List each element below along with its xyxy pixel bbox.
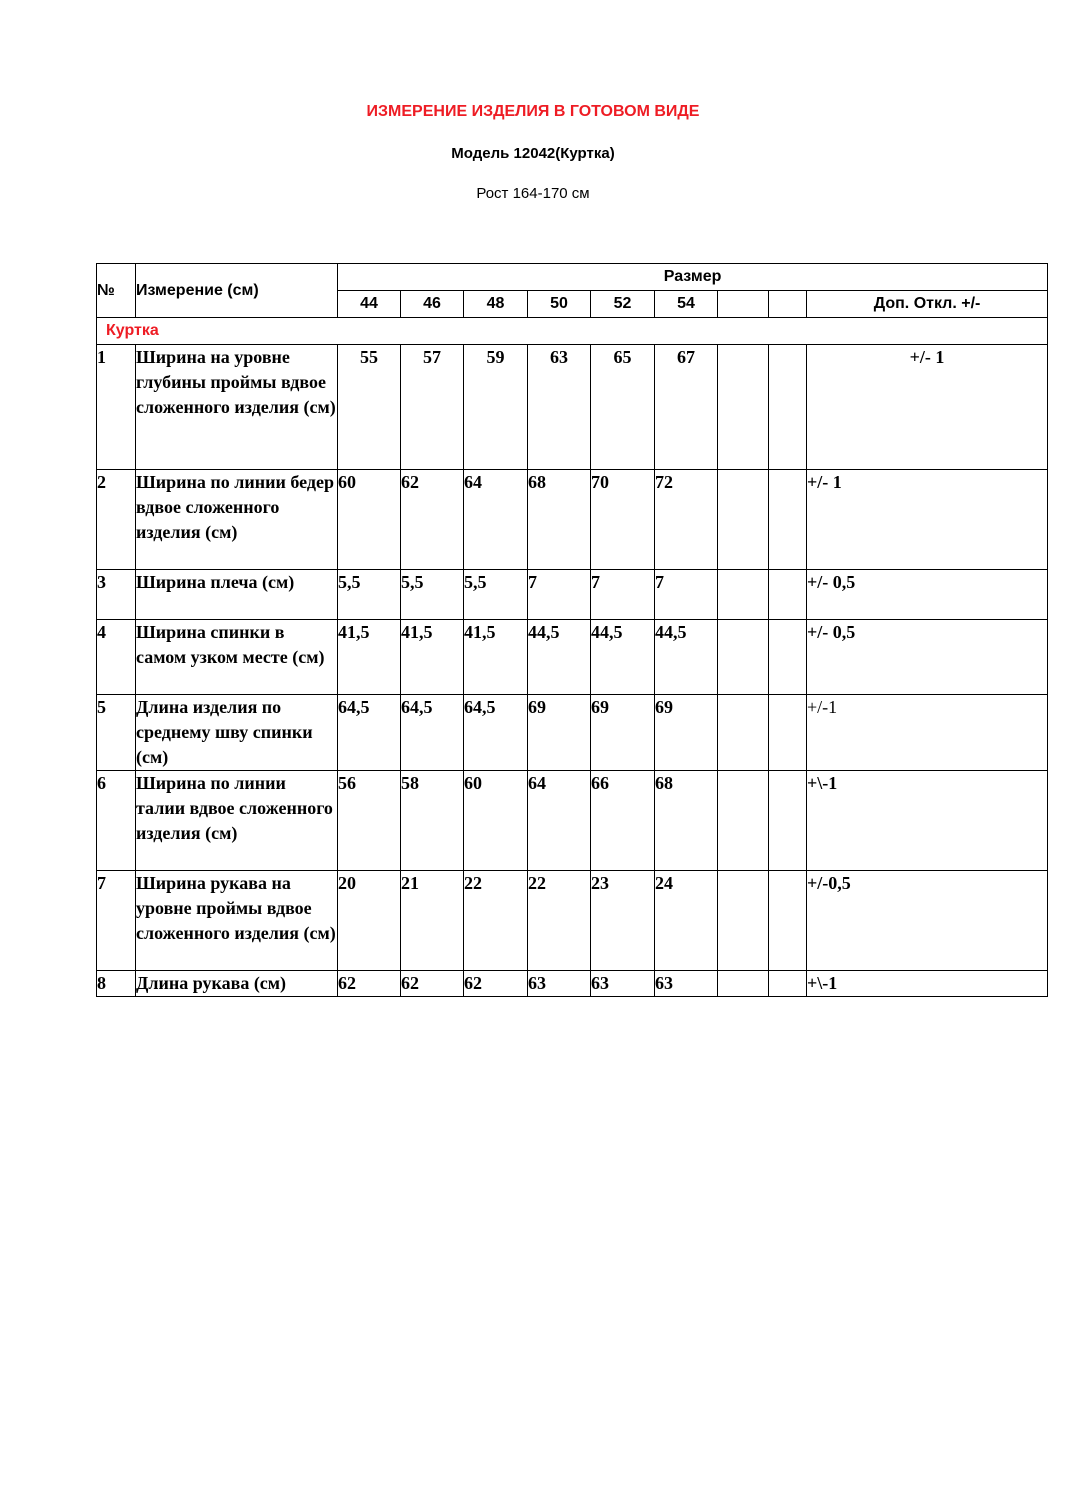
empty-cell <box>718 695 769 771</box>
table-row <box>97 971 1048 997</box>
table-row <box>97 470 1048 570</box>
size-value: 7 <box>528 570 591 620</box>
size-value: 56 <box>338 771 401 871</box>
empty-cell <box>769 291 807 318</box>
model-name: Модель 12042(Куртка) <box>451 145 615 162</box>
empty-cell <box>718 291 769 318</box>
empty-cell <box>769 695 807 771</box>
empty-cell <box>718 871 769 971</box>
measure-name: Ширина рукава на уровне проймы вдвое сложенного изделия (см) <box>136 871 338 971</box>
col-tolerance-header: Доп. Откл. +/- <box>807 291 1048 318</box>
size-header: 54 <box>655 291 718 318</box>
size-value: 58 <box>401 771 464 871</box>
size-value: 64,5 <box>401 695 464 771</box>
row-number: 5 <box>97 695 136 771</box>
measure-name: Ширина спинки в самом узком месте (см) <box>136 620 338 695</box>
empty-cell <box>769 971 807 997</box>
section-label: Куртка <box>97 318 1048 345</box>
size-value: 23 <box>591 871 655 971</box>
row-number: 4 <box>97 620 136 695</box>
size-value: 20 <box>338 871 401 971</box>
size-value: 64 <box>464 470 528 570</box>
tolerance-value: +/- 0,5 <box>807 620 1048 695</box>
section-row <box>97 318 1048 345</box>
row-number: 8 <box>97 971 136 997</box>
size-value: 22 <box>528 871 591 971</box>
size-value: 44,5 <box>655 620 718 695</box>
size-value: 24 <box>655 871 718 971</box>
size-value: 55 <box>338 345 401 470</box>
row-number: 6 <box>97 771 136 871</box>
size-value: 60 <box>338 470 401 570</box>
size-value: 41,5 <box>338 620 401 695</box>
size-value: 70 <box>591 470 655 570</box>
table-row <box>97 570 1048 620</box>
measure-name: Длина рукава (см) <box>136 971 338 997</box>
empty-cell <box>718 470 769 570</box>
size-value: 57 <box>401 345 464 470</box>
size-value: 63 <box>528 345 591 470</box>
tolerance-value: +\-1 <box>807 771 1048 871</box>
size-value: 41,5 <box>464 620 528 695</box>
size-value: 41,5 <box>401 620 464 695</box>
size-value: 60 <box>464 771 528 871</box>
empty-cell <box>769 620 807 695</box>
size-value: 5,5 <box>338 570 401 620</box>
measure-name: Длина изделия по среднему шву спинки (см) <box>136 695 338 771</box>
measure-name: Ширина на уровне глубины проймы вдвое сложенного изделия (см) <box>136 345 338 470</box>
size-value: 59 <box>464 345 528 470</box>
size-value: 62 <box>464 971 528 997</box>
measure-name: Ширина плеча (см) <box>136 570 338 620</box>
row-number: 3 <box>97 570 136 620</box>
size-value: 7 <box>591 570 655 620</box>
tolerance-value: +/-0,5 <box>807 871 1048 971</box>
size-value: 5,5 <box>464 570 528 620</box>
height-range: Рост 164-170 см <box>476 185 590 202</box>
size-value: 68 <box>528 470 591 570</box>
table-row <box>97 771 1048 871</box>
size-value: 63 <box>591 971 655 997</box>
col-measure-header: Измерение (см) <box>136 264 338 318</box>
empty-cell <box>769 570 807 620</box>
size-value: 44,5 <box>591 620 655 695</box>
size-value: 63 <box>528 971 591 997</box>
row-number: 2 <box>97 470 136 570</box>
tolerance-value: +/-1 <box>807 695 1048 771</box>
empty-cell <box>718 345 769 470</box>
size-value: 5,5 <box>401 570 464 620</box>
size-header: 46 <box>401 291 464 318</box>
table-row <box>97 695 1048 771</box>
size-value: 66 <box>591 771 655 871</box>
size-header: 44 <box>338 291 401 318</box>
empty-cell <box>769 871 807 971</box>
size-value: 69 <box>591 695 655 771</box>
measurement-table <box>96 263 1048 997</box>
row-number: 1 <box>97 345 136 470</box>
empty-cell <box>769 345 807 470</box>
empty-cell <box>718 971 769 997</box>
col-number-header: № <box>97 264 136 318</box>
size-value: 21 <box>401 871 464 971</box>
size-value: 72 <box>655 470 718 570</box>
size-value: 22 <box>464 871 528 971</box>
size-value: 69 <box>528 695 591 771</box>
size-value: 68 <box>655 771 718 871</box>
size-value: 7 <box>655 570 718 620</box>
tolerance-value: +/- 1 <box>807 345 1048 470</box>
empty-cell <box>718 771 769 871</box>
tolerance-value: +/- 0,5 <box>807 570 1048 620</box>
size-value: 69 <box>655 695 718 771</box>
table-row <box>97 620 1048 695</box>
document-title: ИЗМЕРЕНИЕ ИЗДЕЛИЯ В ГОТОВОМ ВИДЕ <box>366 103 700 120</box>
col-size-header: Размер <box>338 264 1048 291</box>
size-value: 44,5 <box>528 620 591 695</box>
size-header: 52 <box>591 291 655 318</box>
size-value: 62 <box>338 971 401 997</box>
size-value: 64,5 <box>464 695 528 771</box>
empty-cell <box>769 470 807 570</box>
measure-name: Ширина по линии бедер вдвое сложенного изделия (см) <box>136 470 338 570</box>
size-value: 62 <box>401 470 464 570</box>
tolerance-value: +/- 1 <box>807 470 1048 570</box>
size-value: 64,5 <box>338 695 401 771</box>
table-row <box>97 345 1048 470</box>
table-row <box>97 871 1048 971</box>
row-number: 7 <box>97 871 136 971</box>
empty-cell <box>718 620 769 695</box>
empty-cell <box>769 771 807 871</box>
size-header: 50 <box>528 291 591 318</box>
size-header: 48 <box>464 291 528 318</box>
size-value: 64 <box>528 771 591 871</box>
size-value: 67 <box>655 345 718 470</box>
measure-name: Ширина по линии талии вдвое сложенного изделия (см) <box>136 771 338 871</box>
header-row <box>97 264 1048 291</box>
size-value: 63 <box>655 971 718 997</box>
size-value: 62 <box>401 971 464 997</box>
empty-cell <box>718 570 769 620</box>
size-value: 65 <box>591 345 655 470</box>
tolerance-value: +\-1 <box>807 971 1048 997</box>
